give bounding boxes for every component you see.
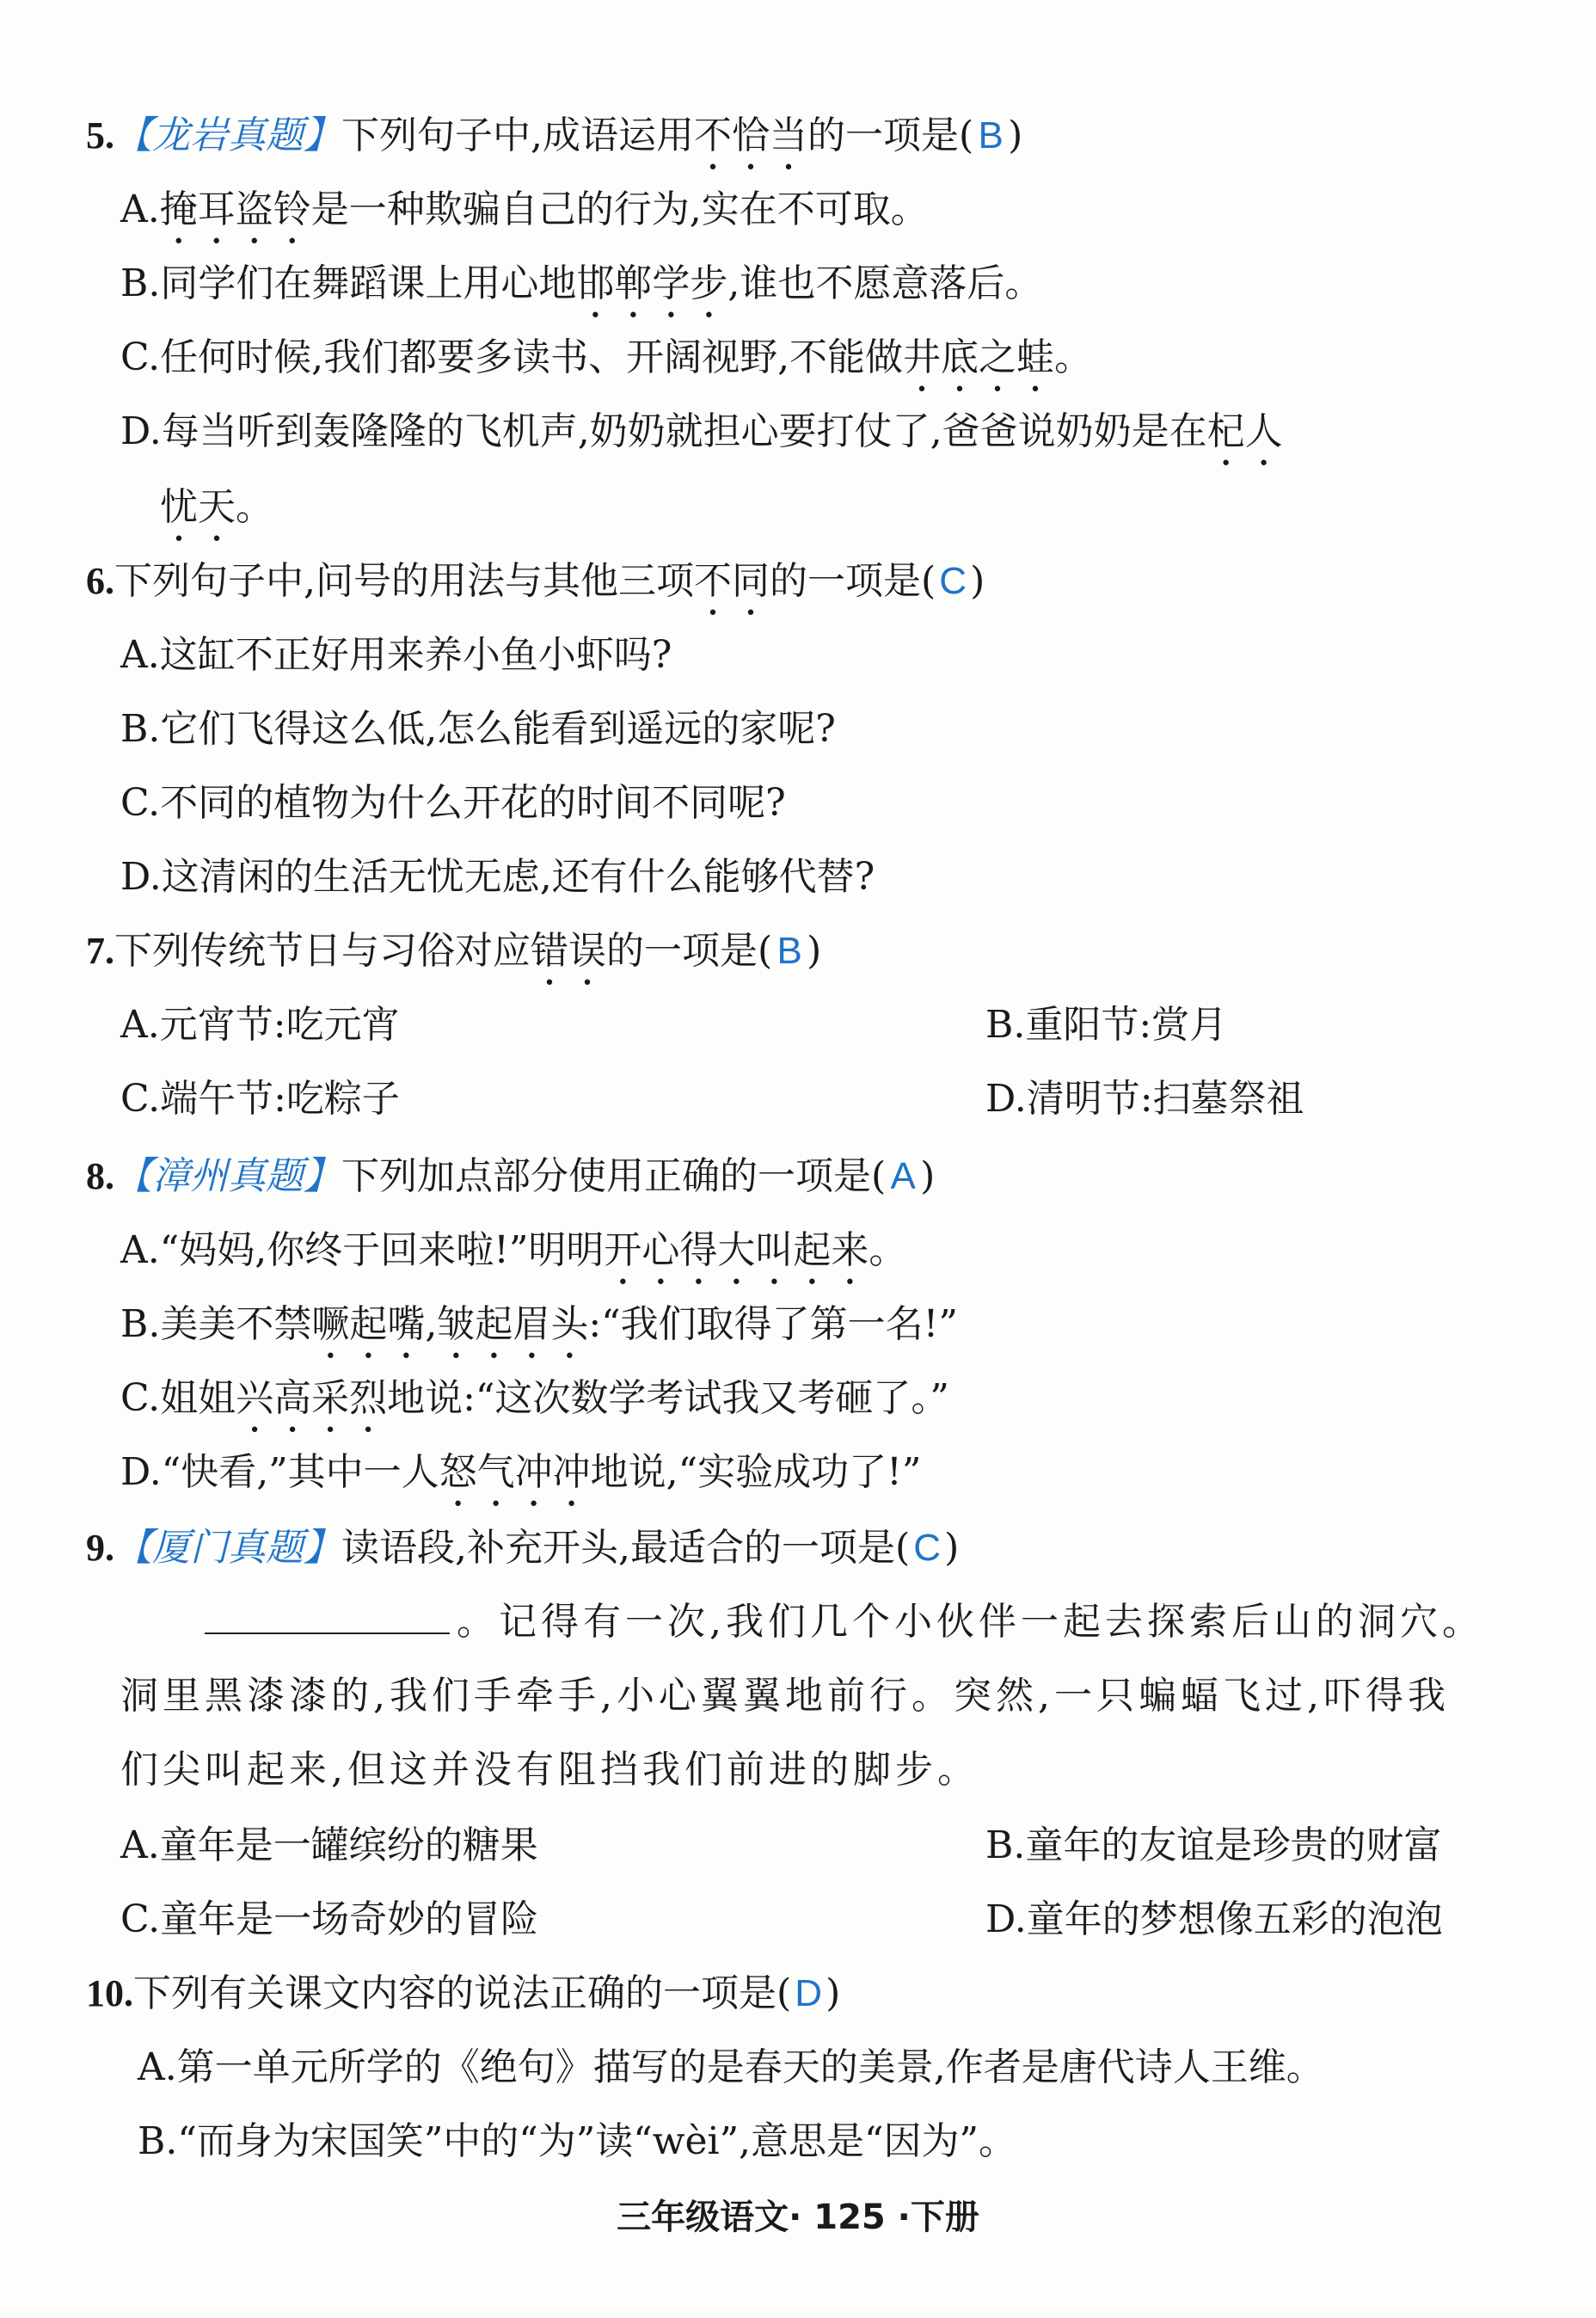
- source-tag: 【龙岩真题】: [114, 114, 341, 157]
- question-9-stem: 9.【厦门真题】读语段,补充开头,最适合的一项是(C): [86, 1522, 1596, 1574]
- emphasis-text: 错误: [531, 929, 606, 973]
- emphasis-text: 不同: [694, 559, 770, 603]
- question-5-option-b: B.同学们在舞蹈课上用心地邯郸学步,谁也不愿意落后。: [120, 261, 1043, 305]
- question-5-option-c: C.任何时候,我们都要多读书、开阔视野,不能做井底之蛙。: [120, 335, 1093, 379]
- answer-text: C: [939, 560, 967, 602]
- question-number: 6.: [86, 560, 114, 602]
- question-number: 10.: [86, 1972, 133, 2014]
- answer-text: C: [913, 1527, 942, 1569]
- emphasis-text: 噘起嘴: [311, 1302, 426, 1346]
- question-8-option-b: B.美美不禁噘起嘴,皱起眉头:“我们取得了第一名!”: [120, 1302, 958, 1346]
- question-number: 8.: [86, 1155, 114, 1197]
- option-d: D.清明节:扫墓祭祖: [985, 1077, 1304, 1121]
- emphasis-text: 邯郸学步: [576, 261, 728, 305]
- option-a: A.元宵节:吃元宵: [120, 1003, 400, 1047]
- option-b: B.重阳节:赏月: [985, 1003, 1228, 1047]
- question-6-option-a: A.这缸不正好用来养小鱼小虾吗?: [120, 633, 672, 677]
- emphasis-text: 掩耳盗铃: [159, 188, 311, 231]
- question-number: 7.: [86, 930, 114, 972]
- question-7-stem: 7.下列传统节日与习俗对应错误的一项是( B ): [86, 925, 1596, 977]
- emphasis-text: 不恰当: [694, 114, 807, 157]
- question-6-option-d: D.这清闲的生活无忧无虑,还有什么能够代替?: [120, 855, 875, 899]
- answer-text: B: [777, 930, 802, 972]
- question-7-options-row1: [120, 999, 1596, 1051]
- passage-line-2: 洞里黑漆漆的,我们手牵手,小心翼翼地前行。突然,一只蝙蝠飞过,吓得我: [120, 1674, 1450, 1718]
- answer-text: B: [978, 114, 1004, 157]
- option-d: D.童年的梦想像五彩的泡泡: [985, 1897, 1443, 1941]
- emphasis-text: 井底之蛙: [903, 335, 1055, 379]
- question-10-stem: 10.下列有关课文内容的说法正确的一项是(D): [86, 1968, 1596, 2020]
- option-c: C.端午节:吃粽子: [120, 1077, 400, 1121]
- emphasis-text: 兴高采烈: [236, 1376, 388, 1420]
- question-8-option-d: D.“快看,”其中一人怒气冲冲地说,“实验成功了!”: [120, 1450, 922, 1494]
- emphasis-text: 怒气冲冲: [439, 1450, 591, 1494]
- question-9-options-row2: [120, 1894, 1596, 1946]
- question-5-stem: 5.【龙岩真题】下列句子中,成语运用不恰当的一项是( B ): [86, 110, 1596, 162]
- question-10-option-b: B.“而身为宋国笑”中的“为”读“wèi”,意思是“因为”。: [138, 2119, 1017, 2163]
- option-b: B.童年的友谊是珍贵的财富: [985, 1823, 1442, 1867]
- question-6-stem: 6.下列句子中,问号的用法与其他三项不同的一项是(C): [86, 556, 1596, 607]
- question-5-option-d-cont: 忧天。: [160, 485, 273, 529]
- source-tag: 【厦门真题】: [114, 1526, 341, 1570]
- question-8-option-c: C.姐姐兴高采烈地说:“这次数学考试我又考砸了。”: [120, 1376, 949, 1420]
- answer-text: A: [890, 1155, 916, 1197]
- question-9-options-row1: [120, 1820, 1596, 1872]
- emphasis-text: 开心得大叫起来: [604, 1228, 869, 1272]
- page-footer: 三年级语文· 125 ·下册: [617, 2198, 979, 2237]
- question-7-options-row2: [120, 1073, 1596, 1125]
- question-5-option-d: D.每当听到轰隆隆的飞机声,奶奶就担心要打仗了,爸爸说奶奶是在杞人: [120, 409, 1283, 453]
- question-number: 9.: [86, 1527, 114, 1569]
- passage-line-1: 。记得有一次,我们几个小伙伴一起去探索后山的洞穴。: [205, 1596, 1596, 1648]
- emphasis-text: 杞人: [1206, 409, 1283, 453]
- question-5-option-a: A.掩耳盗铃是一种欺骗自己的行为,实在不可取。: [120, 188, 929, 231]
- question-6-option-b: B.它们飞得这么低,怎么能看到遥远的家呢?: [120, 707, 836, 751]
- emphasis-text: 忧天: [160, 485, 236, 529]
- emphasis-text: 皱起眉头: [437, 1302, 589, 1346]
- option-a: A.童年是一罐缤纷的糖果: [120, 1823, 538, 1867]
- question-8-option-a: A.“妈妈,你终于回来啦!”明明开心得大叫起来。: [120, 1228, 907, 1272]
- fill-blank: [205, 1600, 450, 1634]
- question-number: 5.: [86, 114, 114, 157]
- passage-line-3: 们尖叫起来,但这并没有阻挡我们前进的脚步。: [120, 1748, 979, 1792]
- option-c: C.童年是一场奇妙的冒险: [120, 1897, 539, 1941]
- source-tag: 【漳州真题】: [114, 1154, 341, 1198]
- question-6-option-c: C.不同的植物为什么开花的时间不同呢?: [120, 781, 786, 825]
- question-10-option-a: A.第一单元所学的《绝句》描写的是春天的美景,作者是唐代诗人王维。: [138, 2045, 1324, 2089]
- answer-text: D: [795, 1972, 823, 2014]
- question-8-stem: 8.【漳州真题】下列加点部分使用正确的一项是( A ): [86, 1151, 1596, 1202]
